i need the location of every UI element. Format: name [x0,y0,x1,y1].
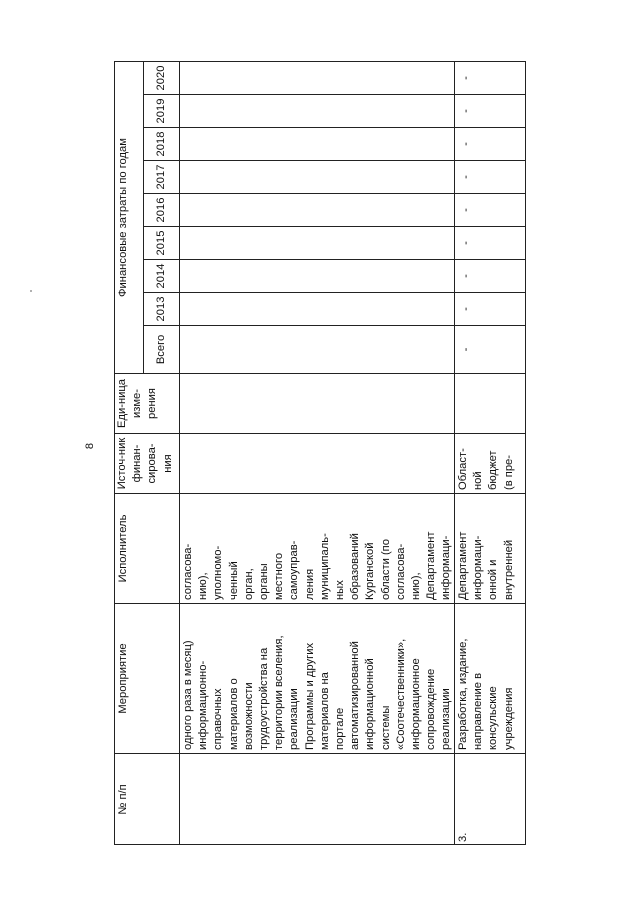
row1-num [180,753,455,845]
header-unit: Еди-ница изме-рения [114,373,180,433]
row1-source [180,433,455,493]
header-year-2015: 2015 [144,226,180,259]
row2-source: Област- ной бюджет (в пре- [455,433,526,493]
row2-2015: - [455,226,526,259]
header-financial-title: Финансовые затраты по годам [114,61,144,373]
row1-2019 [180,94,455,127]
row2-total: - [455,325,526,373]
header-year-2017: 2017 [144,160,180,193]
row2-unit [455,373,526,433]
row1-unit [180,373,455,433]
header-year-2020: 2020 [144,61,180,94]
row1-event: одного раза в месяц) информационно- справочных материалов о возможности трудоустройства на территории вселения, реализации Программы и других материалов на портале автоматизированной информационной системы «Соотечественники», информационное сопровождение реализации [180,603,455,753]
financing-table [114,61,526,845]
row1-2020 [180,61,455,94]
scan-speck [30,290,32,292]
header-source: Источ-ник финан-сирова-ния [114,433,180,493]
row2-2014: - [455,259,526,292]
row2-2020: - [455,61,526,94]
page-number: 8 [84,442,96,450]
row2-2016: - [455,193,526,226]
row1-total [180,325,455,373]
row2-2019: - [455,94,526,127]
row1-2013 [180,292,455,325]
row1-2014 [180,259,455,292]
row1-2017 [180,160,455,193]
row2-executor: Департамент информаци- онной и внутренней [455,493,526,603]
row1-2018 [180,127,455,160]
row2-2018: - [455,127,526,160]
header-year-2019: 2019 [144,94,180,127]
header-year-2014: 2014 [144,259,180,292]
header-year-2016: 2016 [144,193,180,226]
row2-event: Разработка, издание, направление в консульские учреждения [455,603,526,753]
header-event: Мероприятие [114,603,180,753]
header-total: Всего [144,325,180,373]
header-executor: Исполнитель [114,493,180,603]
row1-executor: согласова- нию), уполномо- ченный орган, органы местного самоуправ- ления муниципаль- ных образований Курганской области (по согласова- нию), Департамент информаци- [180,493,455,603]
row1-2015 [180,226,455,259]
header-year-2013: 2013 [144,292,180,325]
row2-num: 3. [455,753,526,845]
row2-2013: - [455,292,526,325]
header-num: № п/п [114,753,180,845]
row2-2017: - [455,160,526,193]
header-year-2018: 2018 [144,127,180,160]
row1-2016 [180,193,455,226]
